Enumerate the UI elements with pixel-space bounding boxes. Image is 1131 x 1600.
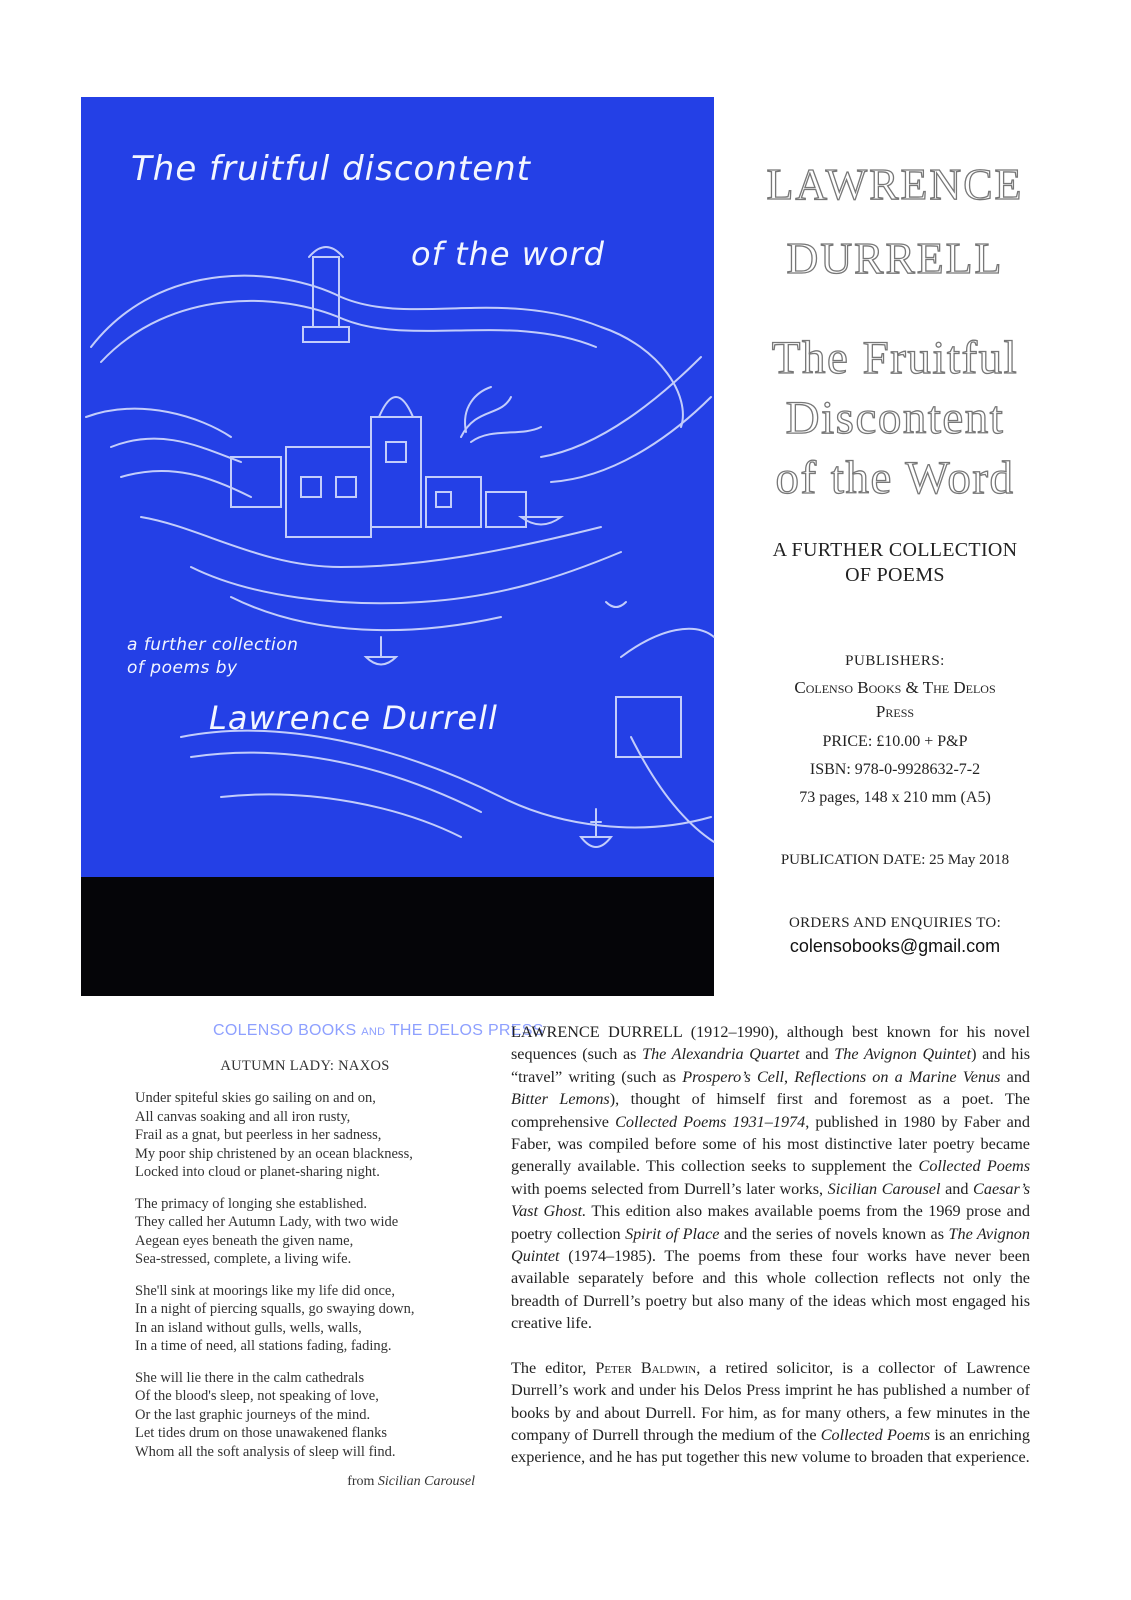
poem-source-prefix: from — [347, 1474, 378, 1489]
poem-line: The primacy of longing she established. — [135, 1195, 367, 1212]
author-name-line-1: LAWRENCE — [766, 160, 1024, 209]
publishers-line-2: Press — [875, 702, 915, 721]
poem-line: Aegean eyes beneath the given name, — [135, 1232, 354, 1249]
orders-label: ORDERS AND ENQUIRIES TO: — [788, 915, 1002, 931]
book-title-line-2: Discontent — [785, 392, 1005, 444]
poem-source — [135, 1474, 475, 1490]
poem-line: Sea-stressed, complete, a living wife. — [135, 1251, 352, 1267]
poem-stanza — [135, 1282, 475, 1356]
publishers-line-1: Colenso Books & The Delos — [794, 678, 996, 697]
page-count: 73 pages, 148 x 210 mm (A5) — [799, 789, 991, 806]
email-link[interactable]: colensobooks@gmail.com — [789, 936, 1001, 956]
editor-name: Peter Baldwin — [595, 1358, 697, 1377]
author-bio-paragraph: LAWRENCE DURRELL (1912–1990), although best known for his novel sequences (such as The Alexandria Quartet and The Avignon Quintet) and his “travel” writing (such as Prospero’s Cell, Reflections on a Marine Venus and Bitter Lemons), thought of himself first and foremost as a poet. The comprehensive Collected Poems 1931–1974, published in 1980 by Faber and Faber, was compiled before some of his most distinctive later poetry became generally available. This collection seeks to supplement the Collected Poems with poems selected from Durrell’s later works, Sicilian Carousel and Caesar’s Vast Ghost. This edition also makes available poems from the 1969 prose and poetry collection Spirit of Place and the series of novels known as The Avignon Quintet (1974–1985). The poems from these four works have never been available separately before and this whole collection reflects not only the breadth of Durrell’s poetry but also many of the ideas which most engaged his creative life. — [511, 1023, 1031, 1333]
publication-date: PUBLICATION DATE: 25 May 2018 — [780, 852, 1010, 868]
poem-line: In an island without gulls, wells, walls, — [135, 1319, 362, 1336]
cover-bottom-band — [81, 877, 714, 996]
book-title — [730, 328, 1060, 508]
subtitle-line-1: A FURTHER COLLECTION — [772, 539, 1018, 561]
poem-line: Let tides drum on those unawakened flanks — [135, 1425, 388, 1441]
cover-publishers: COLENSO BOOKS AND THE DELOS PRESS — [213, 1022, 544, 1039]
author-name-line-2: DURRELL — [786, 234, 1004, 283]
poem-title: AUTUMN LADY: NAXOS — [220, 1058, 390, 1074]
cover-title-line-1: The fruitful discontent — [131, 149, 532, 189]
editor-paragraph: The editor, Peter Baldwin, a retired solicitor, is a collector of Lawrence Durrell’s work and under his Delos Press imprint he has published a number of books by and about Durrell. For him, as for many others, a few minutes in the company of Durrell through the medium of the Collected Poems is an enriching experience, and he has put together this new volume to broaden that experience. — [511, 1358, 1030, 1467]
poem-stanza — [135, 1369, 475, 1462]
poem-source-title: Sicilian Carousel — [377, 1474, 475, 1489]
poem-stanza — [135, 1195, 475, 1269]
publishers-label: PUBLISHERS: — [845, 653, 945, 669]
poem — [135, 1058, 475, 1490]
book-title-line-3: of the Word — [775, 452, 1015, 504]
poem-line: She will lie there in the calm cathedrals — [135, 1369, 365, 1386]
poem-line: All canvas soaking and all iron rusty, — [135, 1108, 351, 1125]
publishers-names — [730, 676, 1060, 724]
poem-line: In a night of piercing squalls, go swaying down, — [135, 1301, 415, 1317]
poem-line: Locked into cloud or planet-sharing night. — [135, 1164, 380, 1180]
poem-line: In a time of need, all stations fading, fading. — [135, 1338, 392, 1354]
poem-line: Frail as a gnat, but peerless in her sadness, — [135, 1127, 382, 1143]
poem-line: They called her Autumn Lady, with two wide — [135, 1214, 399, 1230]
poem-line: Under spiteful skies go sailing on and on, — [135, 1090, 376, 1106]
cover-illustration — [81, 97, 714, 877]
author-name — [730, 148, 1060, 296]
cover-subtitle-line-1: a further collection — [127, 635, 299, 655]
cover-title-line-2: of the word — [411, 235, 605, 273]
poem-line: Or the last graphic journeys of the mind. — [135, 1406, 371, 1423]
poem-stanza — [135, 1089, 475, 1182]
poem-line: She'll sink at moorings like my life did once, — [135, 1282, 395, 1299]
isbn: ISBN: 978-0-9928632-7-2 — [809, 761, 981, 778]
poem-line: My poor ship christened by an ocean blackness, — [135, 1145, 413, 1162]
poem-line: Whom all the soft analysis of sleep will find. — [135, 1443, 396, 1460]
book-title-line-1: The Fruitful — [771, 332, 1019, 384]
price: PRICE: £10.00 + P&P — [822, 733, 968, 750]
cover-subtitle-line-2: of poems by — [127, 658, 238, 678]
book-subtitle — [730, 538, 1060, 588]
cover-author: Lawrence Durrell — [209, 699, 498, 737]
book-description — [511, 1021, 1030, 1469]
book-cover — [81, 97, 714, 1039]
subtitle-line-2: OF POEMS — [845, 564, 945, 586]
poem-line: Of the blood's sleep, not speaking of love, — [135, 1388, 379, 1404]
